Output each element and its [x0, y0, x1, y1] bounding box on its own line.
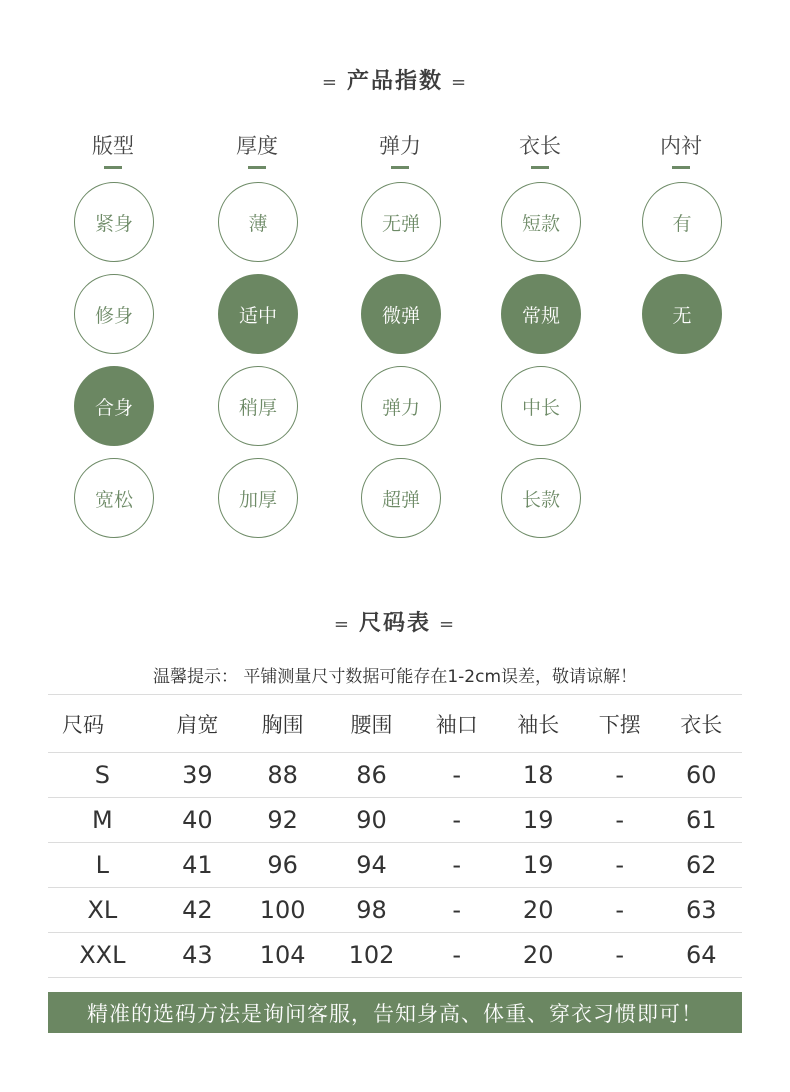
index-option: 无弹	[361, 182, 441, 262]
size-chart-title-text: 尺码表	[358, 611, 431, 636]
size-table-cell: 61	[660, 798, 742, 843]
size-table-cell: 100	[238, 888, 327, 933]
size-table-cell: 41	[157, 843, 239, 888]
index-column-underline	[248, 166, 266, 169]
index-option: 稍厚	[218, 366, 298, 446]
size-table-cell: 104	[238, 933, 327, 978]
index-option-selected: 适中	[218, 274, 298, 354]
size-table-header-cell: 腰围	[327, 695, 416, 753]
size-table-cell: 20	[497, 888, 579, 933]
index-column	[202, 130, 312, 511]
index-option: 紧身	[74, 182, 154, 262]
size-table-cell: -	[579, 933, 661, 978]
size-table-header-cell: 下摆	[579, 695, 661, 753]
footer-banner: 精准的选码方法是询问客服，告知身高、体重、穿衣习惯即可！	[48, 992, 742, 1033]
index-column-label: 厚度	[236, 134, 278, 158]
size-table-cell: S	[48, 753, 157, 798]
size-table-cell: -	[579, 753, 661, 798]
size-table-row	[48, 843, 742, 888]
size-table-cell: 43	[157, 933, 239, 978]
size-table-header-cell: 袖口	[416, 695, 498, 753]
size-table-cell: -	[416, 888, 498, 933]
size-table-cell: -	[416, 798, 498, 843]
index-option-selected: 微弹	[361, 274, 441, 354]
index-column-label: 内衬	[660, 134, 702, 158]
size-table-cell: 18	[497, 753, 579, 798]
size-table-row	[48, 753, 742, 798]
index-column-underline	[672, 166, 690, 169]
measurement-tip: 温馨提示： 平铺测量尺寸数据可能存在1-2cm误差，敬请谅解！	[152, 667, 638, 687]
size-table-cell: -	[416, 843, 498, 888]
index-option: 薄	[218, 182, 298, 262]
size-table-cell: -	[416, 933, 498, 978]
index-column	[58, 130, 168, 511]
index-column-label: 版型	[92, 134, 134, 158]
size-table-header-cell: 尺码	[48, 695, 157, 753]
size-table-cell: M	[48, 798, 157, 843]
size-table-cell: L	[48, 843, 157, 888]
size-table-cell: -	[579, 888, 661, 933]
size-table-cell: 19	[497, 843, 579, 888]
product-index-title-text: 产品指数	[346, 69, 443, 94]
index-column-underline	[104, 166, 122, 169]
size-table-row	[48, 798, 742, 843]
size-table-cell: 102	[327, 933, 416, 978]
index-column-label: 弹力	[379, 134, 421, 158]
index-option: 中长	[501, 366, 581, 446]
size-table-header-cell: 肩宽	[157, 695, 239, 753]
size-chart-title: = 尺码表 =	[333, 611, 457, 636]
index-column-underline	[531, 166, 549, 169]
size-table-cell: XL	[48, 888, 157, 933]
size-table-cell: XXL	[48, 933, 157, 978]
size-table-cell: 63	[660, 888, 742, 933]
index-column	[345, 130, 455, 511]
index-option: 超弹	[361, 458, 441, 538]
size-table-cell: 96	[238, 843, 327, 888]
size-table-cell: 40	[157, 798, 239, 843]
size-table-cell: 60	[660, 753, 742, 798]
size-table-cell: -	[579, 843, 661, 888]
size-table-cell: 64	[660, 933, 742, 978]
size-table-cell: 86	[327, 753, 416, 798]
size-table-row	[48, 933, 742, 978]
index-option: 加厚	[218, 458, 298, 538]
size-table-cell: -	[579, 798, 661, 843]
index-column	[485, 130, 595, 511]
size-table-header-cell: 袖长	[497, 695, 579, 753]
index-option: 修身	[74, 274, 154, 354]
index-option: 宽松	[74, 458, 154, 538]
index-option: 有	[642, 182, 722, 262]
size-table-cell: 62	[660, 843, 742, 888]
product-index-title: = 产品指数 =	[321, 69, 469, 94]
index-option: 长款	[501, 458, 581, 538]
size-table-cell: 19	[497, 798, 579, 843]
size-table-cell: 20	[497, 933, 579, 978]
size-table-header-cell: 胸围	[238, 695, 327, 753]
size-table-header	[48, 695, 742, 753]
size-table	[48, 694, 742, 978]
size-table-row	[48, 888, 742, 933]
index-option: 弹力	[361, 366, 441, 446]
index-column-label: 衣长	[519, 134, 561, 158]
size-table-cell: 92	[238, 798, 327, 843]
size-table-cell: 42	[157, 888, 239, 933]
size-table-cell: 90	[327, 798, 416, 843]
index-option-selected: 无	[642, 274, 722, 354]
size-table-cell: 98	[327, 888, 416, 933]
index-option-selected: 合身	[74, 366, 154, 446]
size-table-cell: 39	[157, 753, 239, 798]
size-table-cell: 88	[238, 753, 327, 798]
size-table-cell: 94	[327, 843, 416, 888]
index-option-selected: 常规	[501, 274, 581, 354]
size-table-cell: -	[416, 753, 498, 798]
index-column-underline	[391, 166, 409, 169]
size-table-header-cell: 衣长	[660, 695, 742, 753]
index-column	[626, 130, 736, 327]
index-option: 短款	[501, 182, 581, 262]
